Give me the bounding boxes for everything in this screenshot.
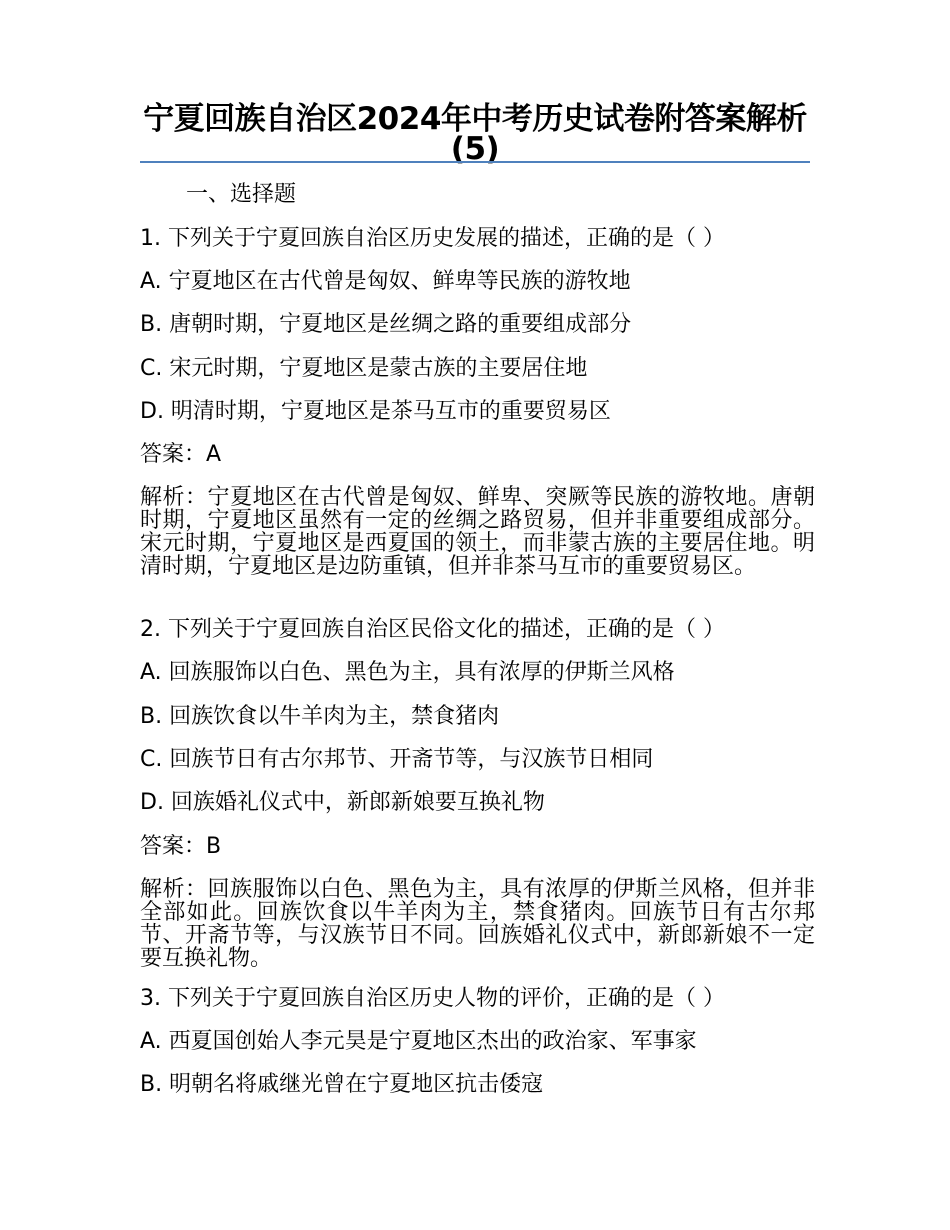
question-option: A. 西夏国创始人李元昊是宁夏地区杰出的政治家、军事家 — [140, 1029, 697, 1054]
question-option: D. 回族婚礼仪式中，新郎新娘要互换礼物 — [140, 790, 545, 815]
question-option: B. 回族饮食以牛羊肉为主，禁食猪肉 — [140, 704, 500, 729]
question-stem: 3. 下列关于宁夏回族自治区历史人物的评价，正确的是（ ） — [140, 986, 725, 1011]
answer-line: 答案：A — [140, 442, 222, 467]
analysis-paragraph: 解析：宁夏地区在古代曾是匈奴、鲜卑、突厥等民族的游牧地。唐朝时期，宁夏地区虽然有一定的丝绸之路贸易，但并非重要组成部分。宋元时期，宁夏地区是西夏国的领土，而非蒙古族的主要居住地。明清时期，宁夏地区是边防重镇，但并非茶马互市的重要贸易区。 — [140, 485, 815, 579]
question-option: C. 回族节日有古尔邦节、开斋节等，与汉族节日相同 — [140, 747, 654, 772]
question-option: B. 唐朝时期，宁夏地区是丝绸之路的重要组成部分 — [140, 312, 632, 337]
document-title: 宁夏回族自治区2024年中考历史试卷附答案解析(5) — [143, 101, 807, 167]
analysis-paragraph: 解析：回族服饰以白色、黑色为主，具有浓厚的伊斯兰风格，但并非全部如此。回族饮食以牛羊肉为主，禁食猪肉。回族节日有古尔邦节、开斋节等，与汉族节日不同。回族婚礼仪式中，新郎新娘不一定要互换礼物。 — [140, 877, 815, 971]
question-option: C. 宋元时期，宁夏地区是蒙古族的主要居住地 — [140, 356, 588, 381]
section-heading: 一、选择题 — [186, 182, 297, 207]
question-stem: 1. 下列关于宁夏回族自治区历史发展的描述，正确的是（ ） — [140, 226, 725, 251]
question-option: D. 明清时期，宁夏地区是茶马互市的重要贸易区 — [140, 399, 611, 424]
title-underline — [140, 161, 810, 163]
answer-line: 答案：B — [140, 834, 222, 859]
question-option: A. 回族服饰以白色、黑色为主，具有浓厚的伊斯兰风格 — [140, 660, 675, 685]
question-stem: 2. 下列关于宁夏回族自治区民俗文化的描述，正确的是（ ） — [140, 617, 725, 642]
question-option: B. 明朝名将戚继光曾在宁夏地区抗击倭寇 — [140, 1072, 544, 1097]
question-option: A. 宁夏地区在古代曾是匈奴、鲜卑等民族的游牧地 — [140, 269, 631, 294]
